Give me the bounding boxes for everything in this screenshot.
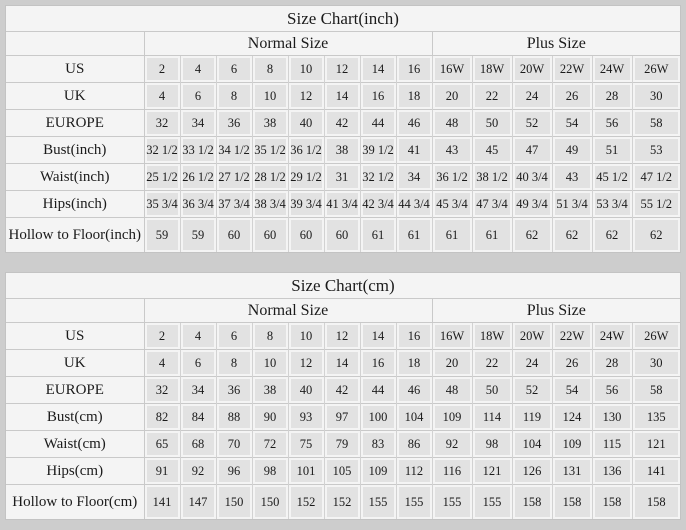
size-value-cell: 54 [552,377,592,404]
size-value-cell: 48 [432,377,472,404]
row-label: Waist(inch) [6,164,144,191]
size-value-cell: 6 [180,83,216,110]
size-value-cell: 155 [432,485,472,520]
group-header-normal-size: Normal Size [144,32,432,56]
size-value-cell: 12 [288,83,324,110]
size-value-cell: 28 [592,350,632,377]
table-row [6,56,680,83]
size-value-cell: 58 [632,377,680,404]
size-value-cell: 56 [592,110,632,137]
size-value-cell: 52 [512,377,552,404]
size-value-cell: 18 [396,350,432,377]
size-value-cell: 36 [216,110,252,137]
table-row [6,404,680,431]
size-value-cell: 97 [324,404,360,431]
size-value-cell: 4 [144,83,180,110]
row-label: EUROPE [6,377,144,404]
size-value-cell: 59 [180,218,216,253]
size-value-cell: 30 [632,83,680,110]
size-value-cell: 60 [216,218,252,253]
size-value-cell: 62 [552,218,592,253]
size-value-cell: 84 [180,404,216,431]
size-value-cell: 8 [252,323,288,350]
size-value-cell: 92 [432,431,472,458]
size-value-cell: 141 [144,485,180,520]
size-value-cell: 150 [252,485,288,520]
size-value-cell: 61 [472,218,512,253]
size-chart-inch [5,5,681,253]
size-value-cell: 158 [512,485,552,520]
size-value-cell: 56 [592,377,632,404]
size-value-cell: 147 [180,485,216,520]
size-value-cell: 98 [472,431,512,458]
size-value-cell: 34 1/2 [216,137,252,164]
corner-cell [6,299,144,323]
table-row [6,350,680,377]
size-value-cell: 24W [592,323,632,350]
row-label: Hips(inch) [6,191,144,218]
size-value-cell: 10 [252,83,288,110]
size-value-cell: 98 [252,458,288,485]
corner-cell [6,32,144,56]
size-value-cell: 32 1/2 [360,164,396,191]
size-value-cell: 26W [632,323,680,350]
size-value-cell: 155 [396,485,432,520]
size-value-cell: 40 [288,110,324,137]
size-value-cell: 14 [324,83,360,110]
size-value-cell: 47 3/4 [472,191,512,218]
size-value-cell: 22 [472,350,512,377]
size-value-cell: 114 [472,404,512,431]
size-value-cell: 96 [216,458,252,485]
table-row [6,218,680,253]
size-value-cell: 16 [396,323,432,350]
size-value-cell: 10 [288,323,324,350]
size-value-cell: 51 3/4 [552,191,592,218]
table-title: Size Chart(cm) [291,275,395,295]
size-value-cell: 150 [216,485,252,520]
size-value-cell: 91 [144,458,180,485]
table-row [6,164,680,191]
size-value-cell: 68 [180,431,216,458]
size-value-cell: 104 [396,404,432,431]
size-chart-cm [5,272,681,520]
size-value-cell: 47 1/2 [632,164,680,191]
size-value-cell: 38 [324,137,360,164]
size-value-cell: 62 [512,218,552,253]
size-value-cell: 2 [144,56,180,83]
size-value-cell: 49 [552,137,592,164]
size-value-cell: 35 1/2 [252,137,288,164]
size-value-cell: 22W [552,323,592,350]
size-value-cell: 126 [512,458,552,485]
size-value-cell: 130 [592,404,632,431]
size-chart-cm-table [6,273,680,519]
size-value-cell: 16W [432,323,472,350]
size-value-cell: 12 [324,323,360,350]
size-value-cell: 109 [360,458,396,485]
table-title: Size Chart(inch) [287,8,399,28]
size-value-cell: 4 [180,56,216,83]
size-value-cell: 42 [324,377,360,404]
size-value-cell: 135 [632,404,680,431]
row-label: EUROPE [6,110,144,137]
size-value-cell: 41 3/4 [324,191,360,218]
size-value-cell: 20 [432,83,472,110]
size-value-cell: 116 [432,458,472,485]
row-label: UK [6,350,144,377]
size-value-cell: 39 3/4 [288,191,324,218]
size-value-cell: 37 3/4 [216,191,252,218]
size-value-cell: 29 1/2 [288,164,324,191]
size-value-cell: 115 [592,431,632,458]
size-value-cell: 54 [552,110,592,137]
size-value-cell: 46 [396,377,432,404]
row-label: US [6,56,144,83]
table-title-row [6,273,680,299]
size-value-cell: 53 [632,137,680,164]
size-value-cell: 4 [144,350,180,377]
size-value-cell: 158 [552,485,592,520]
row-label: Waist(cm) [6,431,144,458]
size-value-cell: 158 [592,485,632,520]
row-label: Bust(inch) [6,137,144,164]
size-value-cell: 62 [632,218,680,253]
size-value-cell: 60 [252,218,288,253]
size-value-cell: 34 [180,377,216,404]
size-chart-inch-table [6,6,680,252]
size-value-cell: 109 [552,431,592,458]
size-value-cell: 8 [216,83,252,110]
size-value-cell: 79 [324,431,360,458]
table-row [6,110,680,137]
size-value-cell: 59 [144,218,180,253]
size-value-cell: 82 [144,404,180,431]
size-value-cell: 136 [592,458,632,485]
size-value-cell: 112 [396,458,432,485]
size-value-cell: 124 [552,404,592,431]
size-value-cell: 42 [324,110,360,137]
column-group-header-row [6,32,680,56]
row-label: Bust(cm) [6,404,144,431]
size-value-cell: 26 [552,350,592,377]
size-value-cell: 12 [324,56,360,83]
size-value-cell: 8 [252,56,288,83]
size-value-cell: 39 1/2 [360,137,396,164]
size-value-cell: 14 [360,56,396,83]
size-value-cell: 105 [324,458,360,485]
size-value-cell: 20W [512,56,552,83]
size-value-cell: 72 [252,431,288,458]
size-value-cell: 34 [180,110,216,137]
size-value-cell: 38 3/4 [252,191,288,218]
size-value-cell: 18W [472,323,512,350]
size-value-cell: 40 [288,377,324,404]
row-label: Hollow to Floor(cm) [6,485,144,520]
size-value-cell: 16 [360,350,396,377]
size-value-cell: 2 [144,323,180,350]
table-row [6,485,680,520]
size-value-cell: 141 [632,458,680,485]
size-value-cell: 31 [324,164,360,191]
table-row [6,377,680,404]
group-header-normal-size: Normal Size [144,299,432,323]
size-value-cell: 45 1/2 [592,164,632,191]
size-value-cell: 38 1/2 [472,164,512,191]
size-value-cell: 28 [592,83,632,110]
size-value-cell: 16 [396,56,432,83]
size-value-cell: 28 1/2 [252,164,288,191]
size-value-cell: 43 [552,164,592,191]
size-value-cell: 51 [592,137,632,164]
row-label: Hollow to Floor(inch) [6,218,144,253]
size-value-cell: 49 3/4 [512,191,552,218]
size-value-cell: 65 [144,431,180,458]
size-value-cell: 35 3/4 [144,191,180,218]
size-value-cell: 90 [252,404,288,431]
size-value-cell: 16 [360,83,396,110]
size-value-cell: 44 [360,377,396,404]
table-row [6,191,680,218]
size-value-cell: 18 [396,83,432,110]
size-value-cell: 44 3/4 [396,191,432,218]
size-value-cell: 131 [552,458,592,485]
size-value-cell: 50 [472,377,512,404]
size-value-cell: 22 [472,83,512,110]
row-label: US [6,323,144,350]
size-value-cell: 14 [324,350,360,377]
size-value-cell: 27 1/2 [216,164,252,191]
size-value-cell: 50 [472,110,512,137]
group-header-plus-size: Plus Size [432,299,680,323]
size-value-cell: 155 [472,485,512,520]
table-row [6,323,680,350]
size-value-cell: 44 [360,110,396,137]
size-value-cell: 55 1/2 [632,191,680,218]
size-value-cell: 32 [144,110,180,137]
table-row [6,137,680,164]
size-value-cell: 46 [396,110,432,137]
size-value-cell: 30 [632,350,680,377]
size-value-cell: 10 [252,350,288,377]
size-value-cell: 101 [288,458,324,485]
size-value-cell: 12 [288,350,324,377]
size-value-cell: 48 [432,110,472,137]
size-value-cell: 24 [512,350,552,377]
table-row [6,83,680,110]
size-value-cell: 86 [396,431,432,458]
size-value-cell: 60 [288,218,324,253]
size-value-cell: 40 3/4 [512,164,552,191]
size-value-cell: 32 [144,377,180,404]
table-row [6,431,680,458]
size-value-cell: 8 [216,350,252,377]
size-value-cell: 10 [288,56,324,83]
size-value-cell: 41 [396,137,432,164]
size-value-cell: 43 [432,137,472,164]
size-value-cell: 61 [432,218,472,253]
table-row [6,458,680,485]
size-value-cell: 26W [632,56,680,83]
size-value-cell: 24W [592,56,632,83]
row-label: Hips(cm) [6,458,144,485]
size-value-cell: 6 [180,350,216,377]
size-value-cell: 45 [472,137,512,164]
size-value-cell: 16W [432,56,472,83]
table-title-row [6,6,680,32]
size-value-cell: 92 [180,458,216,485]
size-value-cell: 38 [252,377,288,404]
size-value-cell: 52 [512,110,552,137]
size-value-cell: 36 3/4 [180,191,216,218]
size-value-cell: 58 [632,110,680,137]
group-header-plus-size: Plus Size [432,32,680,56]
size-value-cell: 61 [360,218,396,253]
size-value-cell: 121 [632,431,680,458]
size-value-cell: 36 1/2 [288,137,324,164]
size-value-cell: 32 1/2 [144,137,180,164]
size-value-cell: 38 [252,110,288,137]
size-value-cell: 20 [432,350,472,377]
size-value-cell: 25 1/2 [144,164,180,191]
row-label: UK [6,83,144,110]
size-value-cell: 36 1/2 [432,164,472,191]
size-value-cell: 45 3/4 [432,191,472,218]
size-value-cell: 4 [180,323,216,350]
size-value-cell: 62 [592,218,632,253]
size-value-cell: 26 1/2 [180,164,216,191]
size-value-cell: 70 [216,431,252,458]
size-value-cell: 119 [512,404,552,431]
size-value-cell: 75 [288,431,324,458]
column-group-header-row [6,299,680,323]
size-value-cell: 42 3/4 [360,191,396,218]
size-value-cell: 83 [360,431,396,458]
size-value-cell: 26 [552,83,592,110]
size-value-cell: 6 [216,56,252,83]
size-value-cell: 6 [216,323,252,350]
size-value-cell: 152 [288,485,324,520]
size-value-cell: 158 [632,485,680,520]
size-value-cell: 121 [472,458,512,485]
size-value-cell: 36 [216,377,252,404]
size-value-cell: 100 [360,404,396,431]
size-value-cell: 88 [216,404,252,431]
size-value-cell: 53 3/4 [592,191,632,218]
size-value-cell: 18W [472,56,512,83]
size-value-cell: 22W [552,56,592,83]
size-value-cell: 61 [396,218,432,253]
size-value-cell: 47 [512,137,552,164]
size-value-cell: 93 [288,404,324,431]
size-value-cell: 20W [512,323,552,350]
size-value-cell: 109 [432,404,472,431]
size-value-cell: 104 [512,431,552,458]
size-value-cell: 60 [324,218,360,253]
size-value-cell: 33 1/2 [180,137,216,164]
size-value-cell: 155 [360,485,396,520]
size-value-cell: 14 [360,323,396,350]
size-value-cell: 24 [512,83,552,110]
size-value-cell: 34 [396,164,432,191]
size-value-cell: 152 [324,485,360,520]
